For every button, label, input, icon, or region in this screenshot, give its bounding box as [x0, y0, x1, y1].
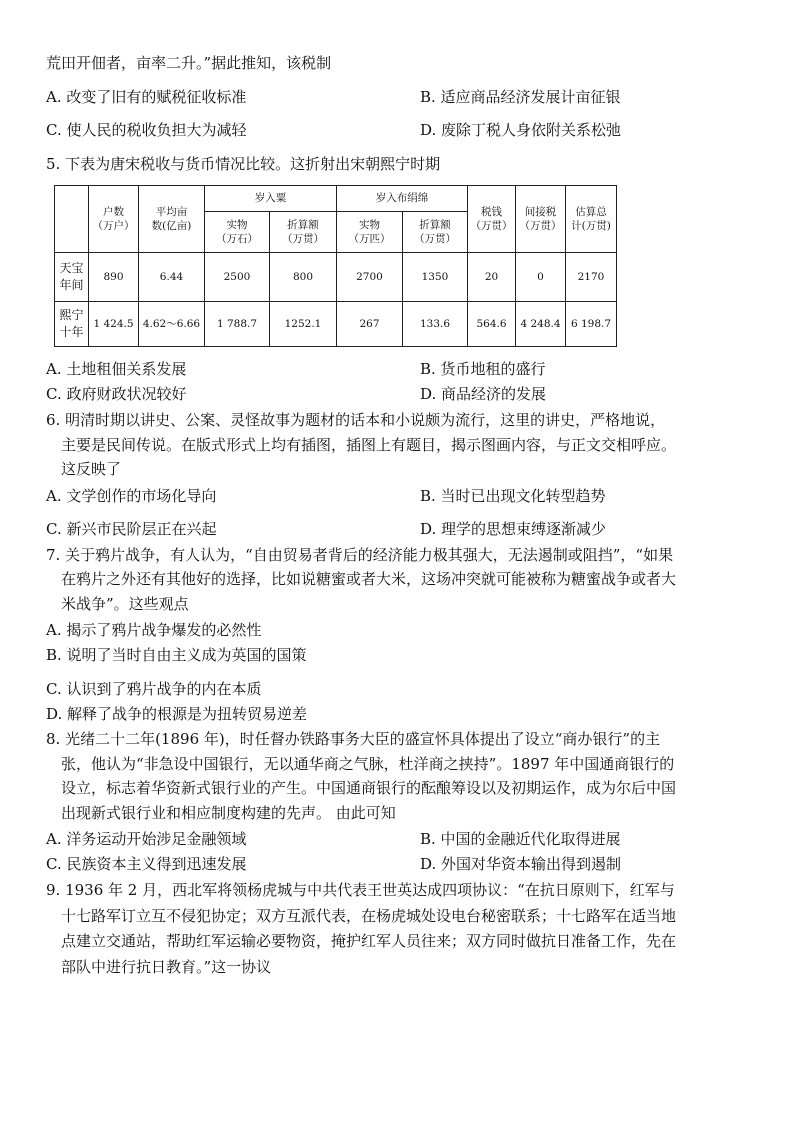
q6-stem-line: 6. 明清时期以讲史、公案、灵怪故事为题材的话本和小说颇为流行，这里的讲史，严格地说，: [46, 411, 666, 429]
header-hushu: 户数 （万户）: [89, 186, 139, 253]
table-cell: 4.62～6.66: [139, 301, 205, 346]
q7-option-a[interactable]: A. 揭示了鸦片战争爆发的必然性: [46, 621, 262, 639]
q4-option-d[interactable]: D. 废除丁税人身依附关系松弛: [420, 121, 622, 139]
q9-stem-line: 点建立交通站，帮助红军运输必要物资，掩护红军人员往来；双方同时做抗日准备工作，先在: [61, 932, 677, 950]
table-cell: 20: [468, 253, 516, 302]
table-cell: 1 788.7: [205, 301, 270, 346]
row-label-tianbao: 天宝 年间: [55, 253, 89, 302]
q4-stem-tail: 荒田开佃者，亩率二升。”据此推知，该税制: [46, 54, 332, 72]
table-cell: 1 424.5: [89, 301, 139, 346]
q5-option-b[interactable]: B. 货币地租的盛行: [420, 360, 546, 378]
q8-option-a[interactable]: A. 洋务运动开始涉足金融领域: [46, 830, 247, 848]
header-mu: 平均亩 数(亿亩): [139, 186, 205, 253]
q9-stem-line: 部队中进行抗日教育。”这一协议: [61, 958, 272, 976]
q5-stem: 5. 下表为唐宋税收与货币情况比较。这折射出宋朝熙宁时期: [46, 155, 441, 173]
q5-option-c[interactable]: C. 政府财政状况较好: [46, 385, 187, 403]
q8-stem-line: 设立，标志着华资新式银行业的产生。中国通商银行的酝酿筹设以及初期运作，成为尔后中国: [61, 779, 677, 797]
q5-option-d[interactable]: D. 商品经济的发展: [420, 385, 547, 403]
table-cell: 1350: [403, 253, 468, 302]
table-row-tianbao: [55, 253, 617, 302]
q7-option-b[interactable]: B. 说明了当时自由主义成为英国的国策: [46, 646, 307, 664]
table-cell: 6.44: [139, 253, 205, 302]
table-row-xining: [55, 301, 617, 346]
table-cell: 800: [270, 253, 337, 302]
table-corner-cell: [55, 186, 89, 253]
header-grain-group: 岁入粟: [205, 186, 337, 212]
header-total: 估算总 计(万贯): [566, 186, 617, 253]
table-cell: 564.6: [468, 301, 516, 346]
q6-option-d[interactable]: D. 理学的思想束缚逐渐减少: [420, 520, 607, 538]
q4-option-b[interactable]: B. 适应商品经济发展计亩征银: [420, 88, 621, 106]
q4-option-a[interactable]: A. 改变了旧有的赋税征收标准: [46, 88, 247, 106]
q8-option-d[interactable]: D. 外国对华资本输出得到遏制: [420, 855, 622, 873]
q5-option-a[interactable]: A. 土地租佃关系发展: [46, 360, 187, 378]
q7-stem-line: 米战争”。这些观点: [61, 595, 189, 613]
table-cell: 2170: [566, 253, 617, 302]
table-cell: 267: [337, 301, 403, 346]
q9-stem-line: 十七路军订立互不侵犯协定；双方互派代表，在杨虎城处设电台秘密联系；十七路军在适当地: [61, 907, 677, 925]
q7-option-d[interactable]: D. 解释了战争的根源是为扭转贸易逆差: [46, 705, 308, 723]
table-cell: 890: [89, 253, 139, 302]
q8-stem-line: 张，他认为“非急设中国银行，无以通华商之气脉，杜洋商之挟持”。1897 年中国通商银行的: [61, 755, 675, 773]
header-tax: 税钱 （万贯）: [468, 186, 516, 253]
q8-option-c[interactable]: C. 民族资本主义得到迅速发展: [46, 855, 247, 873]
table-cell: 6 198.7: [566, 301, 617, 346]
q7-stem-line: 在鸦片之外还有其他好的选择，比如说糖蜜或者大米，这场冲突就可能被称为糖蜜战争或者大: [61, 570, 677, 588]
q6-stem-line: 主要是民间传说。在版式形式上均有插图，插图上有题目，揭示图画内容，与正文交相呼应。: [61, 436, 677, 454]
row-label-xining: 熙宁 十年: [55, 301, 89, 346]
table-cell: 0: [516, 253, 566, 302]
q7-option-c[interactable]: C. 认识到了鸦片战争的内在本质: [46, 680, 262, 698]
q8-stem-line: 8. 光绪二十二年(1896 年)，时任督办铁路事务大臣的盛宣怀具体提出了设立“商办银行”的主: [46, 730, 661, 748]
header-cloth-zhesuan: 折算额 （万贯）: [403, 211, 468, 252]
q6-option-c[interactable]: C. 新兴市民阶层正在兴起: [46, 520, 217, 538]
q8-stem-line: 出现新式银行业和相应制度构建的先声。 由此可知: [61, 804, 396, 822]
q6-option-a[interactable]: A. 文学创作的市场化导向: [46, 487, 217, 505]
q8-option-b[interactable]: B. 中国的金融近代化取得进展: [420, 830, 621, 848]
header-cloth-shiwu: 实物 （万匹）: [337, 211, 403, 252]
table-cell: 2500: [205, 253, 270, 302]
q9-stem-line: 9. 1936 年 2 月，西北军将领杨虎城与中共代表王世英达成四项协议：“在抗日原则下，红军与: [46, 881, 675, 899]
q4-option-c[interactable]: C. 使人民的税收负担大为减轻: [46, 121, 247, 139]
tax-comparison-table: [54, 185, 617, 347]
header-grain-zhesuan: 折算额 （万贯）: [270, 211, 337, 252]
q7-stem-line: 7. 关于鸦片战争，有人认为，“自由贸易者背后的经济能力极其强大，无法遏制或阻挡”，“如果: [46, 546, 674, 564]
table-cell: 4 248.4: [516, 301, 566, 346]
table-cell: 133.6: [403, 301, 468, 346]
table-cell: 1252.1: [270, 301, 337, 346]
q6-stem-line: 这反映了: [61, 460, 122, 478]
table-cell: 2700: [337, 253, 403, 302]
header-cloth-group: 岁入布绢绵: [337, 186, 468, 212]
header-indirect-tax: 间接税 （万贯）: [516, 186, 566, 253]
header-grain-shiwu: 实物 （万石）: [205, 211, 270, 252]
q6-option-b[interactable]: B. 当时已出现文化转型趋势: [420, 487, 606, 505]
